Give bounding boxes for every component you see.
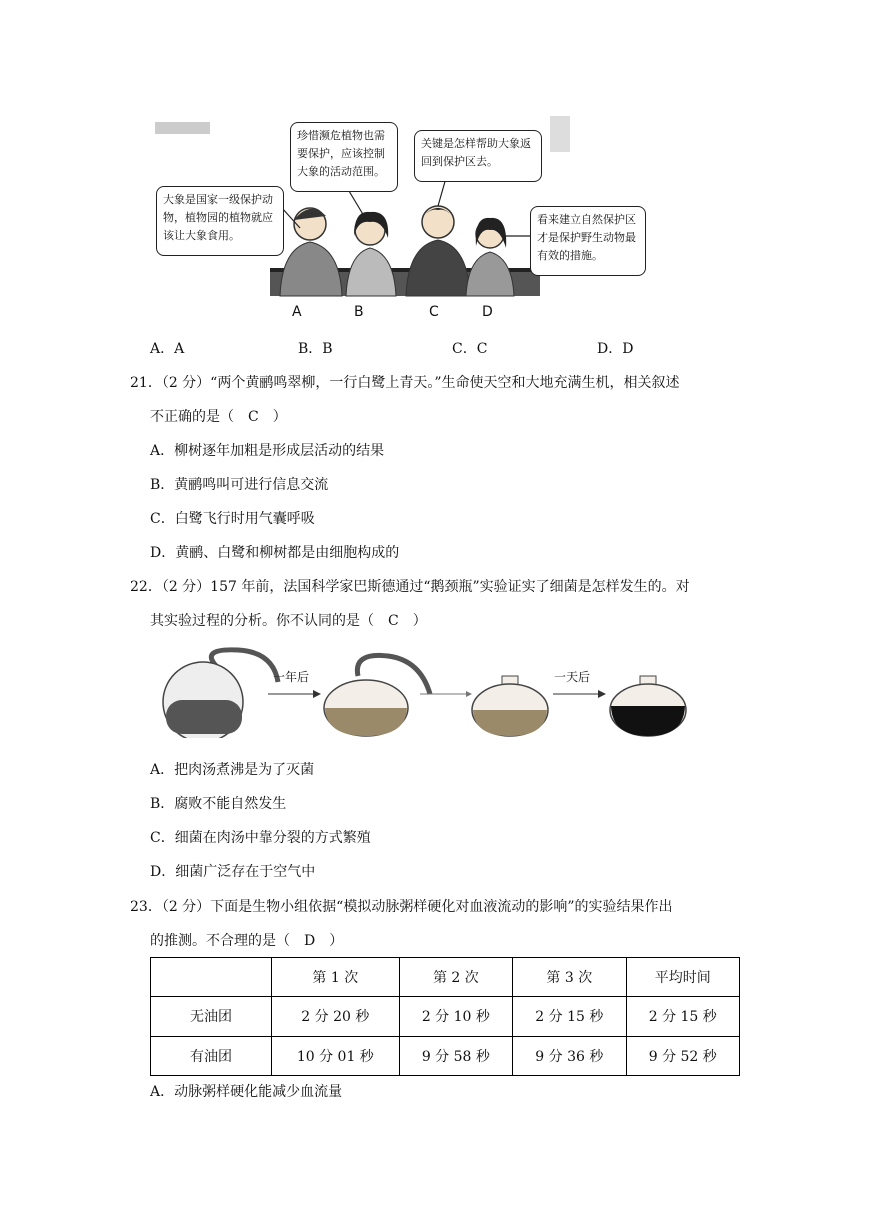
table-cell: 2 分 15 秒: [513, 997, 626, 1036]
q21-option-c: C．白鹭飞行时用气囊呼吸: [150, 511, 315, 527]
blood-flow-table: [150, 957, 740, 1076]
speech-bubble-b: 珍惜濒危植物也需要保护，应该控制大象的活动范围。: [290, 122, 398, 192]
table-header-cell: 第 2 次: [399, 958, 512, 997]
table-header-cell: 平均时间: [626, 958, 739, 997]
q21-option-b: B．黄鹂鸣叫可进行信息交流: [150, 477, 329, 493]
table-header-row: [151, 958, 740, 997]
speech-bubble-a: 大象是国家一级保护动物，植物园的植物就应该让大象食用。: [156, 186, 284, 256]
table-cell: 9 分 36 秒: [513, 1036, 626, 1075]
table-row: [151, 997, 740, 1036]
q20-option-d: D．D: [597, 341, 634, 357]
q23-stem-line1: 23．（2 分）下面是生物小组依据“模拟动脉粥样硬化对血液流动的影响”的实验结果作出: [130, 899, 673, 915]
table-row: [151, 1036, 740, 1075]
table-cell: 2 分 20 秒: [272, 997, 400, 1036]
q22-option-a: A．把肉汤煮沸是为了灭菌: [150, 762, 315, 778]
table-header-cell: 第 1 次: [272, 958, 400, 997]
table-cell: 2 分 15 秒: [626, 997, 739, 1036]
q20-option-a: A．A: [150, 341, 185, 357]
swan-neck-flask-figure: [158, 646, 688, 738]
elephant-discussion-figure: [150, 112, 650, 324]
table-cell: 无油团: [151, 997, 272, 1036]
table-header-cell: 第 3 次: [513, 958, 626, 997]
speech-bubble-c: 关键是怎样帮助大象返回到保护区去。: [414, 130, 542, 182]
person-label-c: C: [429, 304, 439, 320]
table-cell: 9 分 58 秒: [399, 1036, 512, 1075]
q22-stem-line2: 其实验过程的分析。你不认同的是（ C ）: [150, 613, 427, 629]
q21-option-d: D．黄鹂、白鹭和柳树都是由细胞构成的: [150, 545, 400, 561]
person-label-b: B: [354, 304, 364, 320]
table-cell: 9 分 52 秒: [626, 1036, 739, 1075]
q22-option-b: B．腐败不能自然发生: [150, 796, 287, 812]
person-label-a: A: [292, 304, 302, 320]
q23-stem-line2: 的推测。不合理的是（ D ）: [150, 933, 344, 949]
table-header-cell: [151, 958, 272, 997]
q21-option-a: A．柳树逐年加粗是形成层活动的结果: [150, 443, 385, 459]
q21-stem-line1: 21．（2 分）“两个黄鹂鸣翠柳，一行白鹭上青天。”生命使天空和大地充满生机，相关叙述: [130, 375, 680, 391]
flask-label-one-day: 一天后: [554, 670, 591, 684]
q20-option-b: B．B: [298, 341, 333, 357]
table-cell: 2 分 10 秒: [399, 997, 512, 1036]
q22-option-d: D．细菌广泛存在于空气中: [150, 864, 316, 880]
q20-option-c: C．C: [452, 341, 488, 357]
person-label-d: D: [482, 304, 493, 320]
flask-drawing: [158, 646, 688, 738]
flask-label-one-year: 一年后: [273, 670, 310, 684]
q22-stem-line1: 22．（2 分）157 年前，法国科学家巴斯德通过“鹅颈瓶”实验证实了细菌是怎样发生的。对: [130, 579, 690, 595]
q21-stem-line2: 不正确的是（ C ）: [150, 409, 287, 425]
q23-option-a: A．动脉粥样硬化能减少血流量: [150, 1084, 343, 1100]
q22-option-c: C．细菌在肉汤中靠分裂的方式繁殖: [150, 830, 371, 846]
speech-bubble-d: 看来建立自然保护区才是保护野生动物最有效的措施。: [530, 206, 646, 276]
table-cell: 10 分 01 秒: [272, 1036, 400, 1075]
table-cell: 有油团: [151, 1036, 272, 1075]
